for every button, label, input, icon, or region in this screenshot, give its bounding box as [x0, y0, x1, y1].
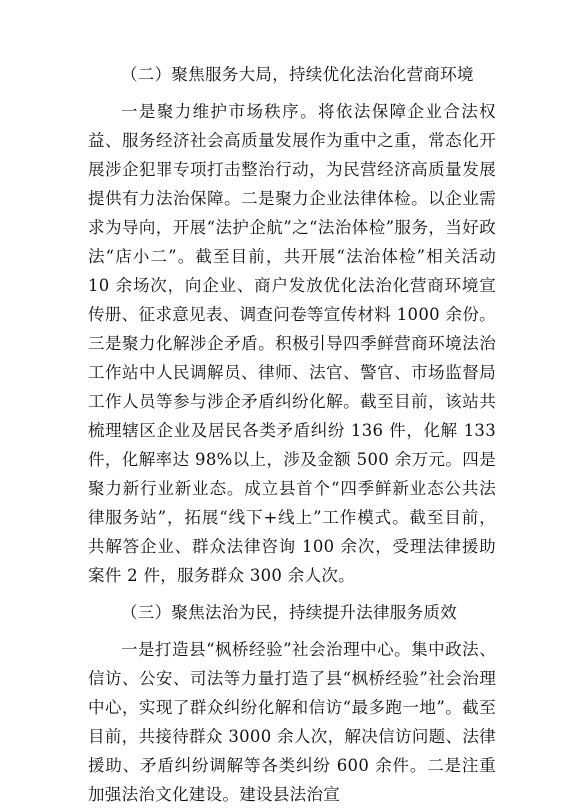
- section-paragraph: 一是打造县“枫桥经验”社会治理中心。集中政法、信访、公安、司法等力量打造了县“枫桥经验”社会治理中心，实现了群众纠纷化解和信访“最多跑一地”。截至目前，共接待群众 3000 余人次，解决信访问题、法律援助、矛盾纠纷调解等各类纠纷 600 余件。二是注重加强法治文化建设。建设县法治宣: [88, 640, 496, 804]
- spacer: [88, 590, 496, 598]
- spacer: [88, 89, 496, 97]
- section-paragraph: 一是聚力维护市场秩序。将依法保障企业合法权益、服务经济社会高质量发展作为重中之重，常态化开展涉企犯罪专项打击整治行动，为民营经济高质量发展提供有力法治保障。二是聚力企业法律体检。以企业需求为导向，开展“法护企航”之“法治体检”服务，当好政法“店小二”。截至目前，共开展“法治体检”相关活动 10 余场次，向企业、商户发放优化法治化营商环境宣传册、征求意见表、调查问卷等宣传材料 1000 余份。三是聚力化解涉企矛盾。积极引导四季鲜营商环境法治工作站中人民调解员、律师、法官、警官、市场监督局工作人员等参与涉企矛盾纠纷化解。截至目前，该站共梳理辖区企业及居民各类矛盾纠纷 136 件，化解 133 件，化解率达 98%以上，涉及金额 500 余万元。四是聚力新行业新业态。成立县首个“四季鲜新业态公共法律服务站”，拓展“线下+线上”工作模式。截至目前，共解答企业、群众法律咨询 100 余次，受理法律援助案件 2 件，服务群众 300 余人次。: [88, 102, 496, 585]
- section-heading: （三）聚焦法治为民，持续提升法律服务质效: [121, 603, 457, 622]
- section-heading: （二）聚焦服务大局，持续优化法治化营商环境: [121, 65, 474, 84]
- spacer: [88, 627, 496, 635]
- document-body: [88, 60, 496, 809]
